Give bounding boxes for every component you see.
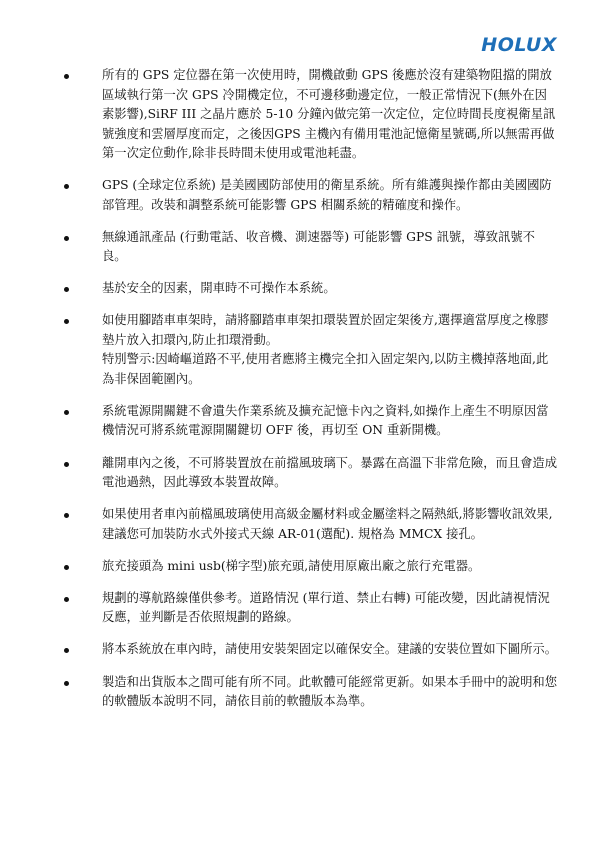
list-item [0, 402, 613, 441]
bullet-icon [64, 74, 69, 79]
bullet-icon [64, 236, 69, 241]
bullet-icon [64, 565, 69, 570]
list-item-text: 如使用腳踏車車架時，請將腳踏車車架扣環裝置於固定架後方,選擇適當厚度之橡膠墊片放入扣環內,防止扣環滑動。 [102, 313, 549, 347]
list-item-text: 基於安全的因素，開車時不可操作本系統。 [102, 281, 336, 296]
list-item [0, 673, 613, 712]
holux-logo: HOLUX [481, 34, 557, 56]
warning-text: 特別警示:因崎嶇道路不平,使用者應將主機完全扣入固定架內,以防主機掉落地面,此為非保固範圍內。 [102, 352, 549, 386]
bullet-icon [64, 410, 69, 415]
list-item-text: 離開車內之後，不可將裝置放在前擋風玻璃下。暴露在高溫下非常危險，而且會造成電池過熱，因此導致本裝置故障。 [102, 455, 557, 490]
list-item-text: 製造和出貨版本之間可能有所不同。此軟體可能經常更新。如果本手冊中的說明和您的軟體版本說明不同，請依目前的軟體版本為準。 [102, 674, 557, 709]
list-item [0, 640, 613, 660]
list-item [0, 454, 613, 493]
bullet-icon [64, 513, 69, 518]
list-item-text: 無線通訊產品 (行動電話、收音機、測速器等) 可能影響 GPS 訊號，導致訊號不良。 [102, 229, 535, 264]
list-item [0, 279, 613, 299]
list-item [0, 228, 613, 267]
bullet-icon [64, 287, 69, 292]
list-item-text: 所有的 GPS 定位器在第一次使用時，開機啟動 GPS 後應於沒有建築物阻擋的開放區域執行第一次 GPS 冷開機定位，不可邊移動邊定位，一般正常情況下(無外在因素影響),SiRF III 之晶片應於 5-10 分鐘內做完第一次定位，定位時間長度視衛星訊號強度和雲層厚度而定，之後因GPS 主機內有備用電池記憶衛星號碼,所以無需再做第一次定位動作,除非長時間未使用或電池耗盡。 [102, 68, 556, 160]
bullet-icon [64, 462, 69, 467]
bullet-icon [64, 681, 69, 686]
bullet-icon [64, 597, 69, 602]
list-item [0, 176, 613, 215]
safety-notes-list [0, 66, 613, 724]
list-item [0, 505, 613, 544]
list-item-text: 系統電源開關鍵不會遺失作業系統及擴充記憶卡內之資料,如操作上產生不明原因當機情況可將系統電源開關鍵切 OFF 後，再切至 ON 重新開機。 [102, 403, 549, 438]
bullet-icon [64, 184, 69, 189]
list-item-text: 將本系統放在車內時，請使用安裝架固定以確保安全。建議的安裝位置如下圖所示。 [102, 642, 557, 657]
list-item [0, 311, 613, 389]
bullet-icon [64, 319, 69, 324]
list-item-text: 如果使用者車內前檔風玻璃使用高級金屬材料或金屬塗料之隔熱紙,將影響收訊效果, 建議您可加裝防水式外接式天線 AR-01(選配). 規格為 MMCX 接孔。 [102, 507, 553, 541]
list-item [0, 589, 613, 628]
list-item [0, 557, 613, 577]
list-item-text: 規劃的導航路線僅供參考。道路情況 (單行道、禁止右轉) 可能改變，因此請視情況反應，並判斷是否依照規劃的路線。 [102, 590, 550, 625]
list-item [0, 66, 613, 164]
list-item-text: 旅充接頭為 mini usb(梯字型)旅充頭,請使用原廠出廠之旅行充電器。 [102, 558, 481, 573]
bullet-icon [64, 648, 69, 653]
list-item-text: GPS (全球定位系統) 是美國國防部使用的衛星系統。所有維護與操作都由美國國防部管理。改裝和調整系統可能影響 GPS 相關系統的精確度和操作。 [102, 178, 552, 212]
